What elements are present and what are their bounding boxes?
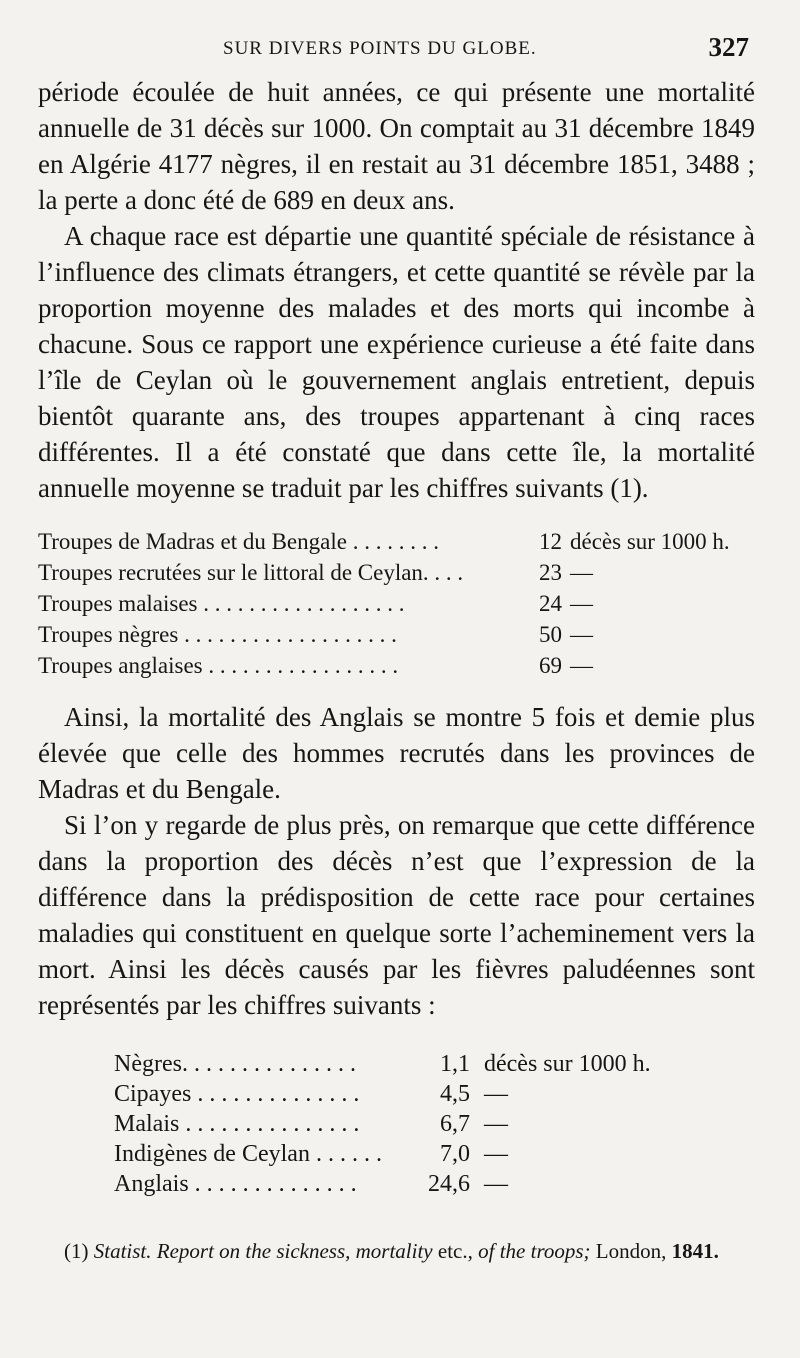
fever-mortality-table [114,1049,755,1199]
table-row [114,1169,755,1199]
row-label: Indigènes de Ceylan . . . . . . [114,1141,382,1167]
running-head [38,30,755,74]
paragraph-4: Si l’on y regarde de plus près, on remarque que cette différence dans la proportion des décès n’est que l’expression de la différence dans la prédisposition de cette race pour certaines maladies qui constituent en quelque sorte l’acheminement vers la mort. Ainsi les décès causés par les fièvres paludéennes sont représentés par les chiffres suivants : [38,810,755,1020]
table-row [114,1049,755,1079]
paragraph-1: période écoulée de huit années, ce qui présente une mortalité annuelle de 31 décès sur 1000. On comptait au 31 décembre 1849 en Algérie 4177 nègres, il en restait au 31 décembre 1851, 3488 ; la perte a donc été de 689 en deux ans. [38,77,755,215]
footnote [38,1237,755,1265]
paragraph-2: A chaque race est départie une quantité spéciale de résistance à l’influence des climats étrangers, et cette quantité se révèle par la proportion moyenne des malades et des morts qui incombe à chacune. Sous ce rapport une expérience curieuse a été faite dans l’île de Ceylan où le gouvernement anglais entretient, depuis bientôt quarante ans, des troupes appartenant à cinq races différentes. Il a été constaté que dans cette île, la mortalité annuelle moyenne se traduit par les chiffres suivants (1). [38,221,755,503]
table-row [38,557,755,588]
table-row [38,526,755,557]
row-unit: — [484,1141,508,1167]
troop-mortality-table [38,526,755,681]
row-unit: décès sur 1000 h. [484,1051,651,1077]
row-unit: — [570,591,593,616]
row-label: Anglais . . . . . . . . . . . . . . [114,1171,357,1197]
row-value: 1,1 [440,1051,470,1077]
row-label: Troupes malaises . . . . . . . . . . . . . . . . . . [38,591,405,616]
row-value: 69 [539,653,562,678]
footnote-source-subtitle: of the troops; [478,1239,591,1263]
row-unit: — [484,1111,508,1137]
table-row [114,1079,755,1109]
row-label: Troupes nègres . . . . . . . . . . . . . . . . . . . [38,622,397,647]
row-value: 6,7 [440,1111,470,1137]
footnote-source-title: Statist. Report on the sickness, mortality [93,1239,433,1263]
footnote-marker: (1) [64,1239,89,1263]
row-unit: — [484,1171,508,1197]
table-row [114,1139,755,1169]
page-number: 327 [708,32,749,62]
row-unit: — [484,1081,508,1107]
row-label: Troupes anglaises . . . . . . . . . . . . . . . . . [38,653,399,678]
paragraph-3: Ainsi, la mortalité des Anglais se montre 5 fois et demie plus élevée que celle des hommes recrutés dans les provinces de Madras et du Bengale. [38,702,755,804]
row-label: Troupes de Madras et du Bengale . . . . . . . . [38,529,439,554]
row-value: 12 [539,529,562,554]
table-row [38,619,755,650]
running-title: SUR DIVERS POINTS DU GLOBE. [223,38,537,59]
row-value: 23 [539,560,562,585]
footnote-place: London, [590,1239,672,1263]
footnote-text: etc., [432,1239,479,1263]
row-value: 7,0 [440,1141,470,1167]
table-row [114,1109,755,1139]
row-unit: — [570,622,593,647]
row-label: Cipayes . . . . . . . . . . . . . . [114,1081,360,1107]
row-label: Malais . . . . . . . . . . . . . . . [114,1111,360,1137]
row-value: 4,5 [440,1081,470,1107]
row-value: 50 [539,622,562,647]
row-unit: — [570,560,593,585]
row-unit: — [570,653,593,678]
row-unit: décès sur 1000 h. [570,529,730,554]
row-label: Nègres. . . . . . . . . . . . . . . [114,1051,356,1077]
row-value: 24 [539,591,562,616]
footnote-year: 1841. [671,1239,719,1263]
table-row [38,650,755,681]
row-value: 24,6 [428,1171,470,1197]
row-label: Troupes recrutées sur le littoral de Ceylan. . . . [38,560,464,585]
table-row [38,588,755,619]
